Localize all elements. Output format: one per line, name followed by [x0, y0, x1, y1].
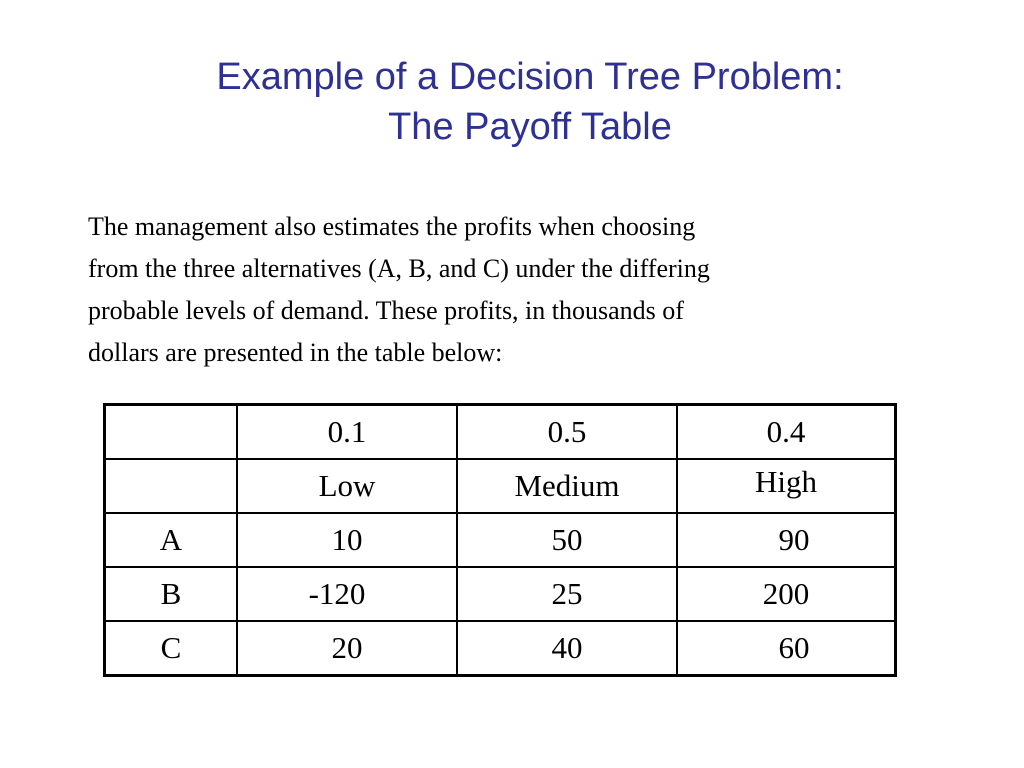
slide-title-line-1: Example of a Decision Tree Problem:	[216, 56, 844, 98]
alternative-label: B	[105, 567, 238, 621]
probability-high: 0.4	[677, 405, 896, 460]
table-row	[105, 513, 896, 567]
description-line-3: probable levels of demand. These profits, in thousands of	[88, 296, 684, 325]
description-paragraph	[88, 206, 908, 374]
description-line-2: from the three alternatives (A, B, and C) under the differing	[88, 254, 710, 283]
table-row	[105, 567, 896, 621]
slide-title	[0, 52, 1024, 152]
description-line-4: dollars are presented in the table below:	[88, 338, 503, 367]
payoff-cell: 40	[457, 621, 677, 676]
payoff-cell: 200	[677, 567, 896, 621]
probability-medium: 0.5	[457, 405, 677, 460]
header-corner-cell	[105, 405, 238, 460]
alternative-label: A	[105, 513, 238, 567]
payoff-cell: 20	[237, 621, 457, 676]
payoff-table	[103, 403, 897, 677]
table-row	[105, 621, 896, 676]
demand-low: Low	[237, 459, 457, 513]
payoff-cell: 60	[677, 621, 896, 676]
payoff-cell: -120	[237, 567, 457, 621]
header-corner-cell-2	[105, 459, 238, 513]
probability-row	[105, 405, 896, 460]
payoff-cell: 10	[237, 513, 457, 567]
demand-medium: Medium	[457, 459, 677, 513]
description-line-1: The management also estimates the profits when choosing	[88, 212, 696, 241]
slide-title-line-2: The Payoff Table	[388, 106, 672, 148]
probability-low: 0.1	[237, 405, 457, 460]
alternative-label: C	[105, 621, 238, 676]
demand-high: High	[677, 459, 896, 513]
payoff-cell: 90	[677, 513, 896, 567]
payoff-cell: 50	[457, 513, 677, 567]
demand-level-row	[105, 459, 896, 513]
payoff-cell: 25	[457, 567, 677, 621]
